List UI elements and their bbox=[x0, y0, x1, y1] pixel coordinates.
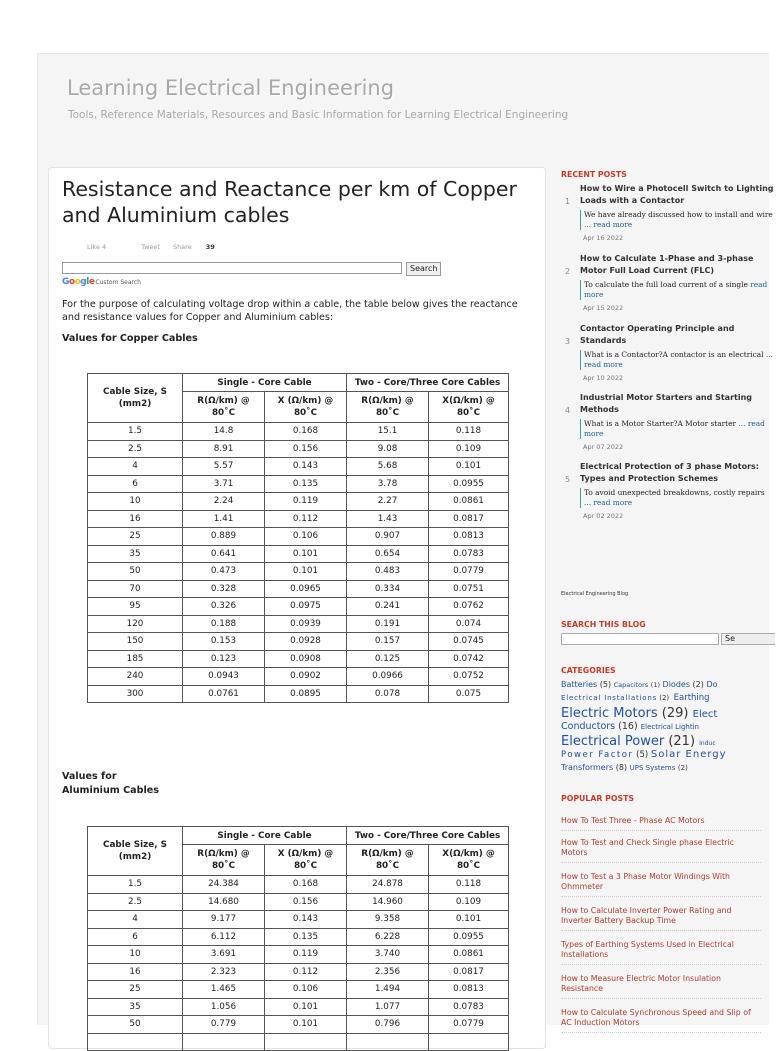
category-conductors[interactable]: Conductors bbox=[561, 721, 616, 732]
table-cell: 0.328 bbox=[183, 580, 265, 598]
table-cell: 2.323 bbox=[183, 963, 265, 981]
table-cell: 0.0751 bbox=[429, 580, 509, 598]
table-cell: 1.5 bbox=[88, 876, 183, 894]
popular-post-link[interactable]: Types of Earthing Systems Used in Electrical Installations bbox=[561, 940, 761, 965]
table-row bbox=[88, 928, 509, 946]
aluminium-table bbox=[87, 826, 509, 1051]
table-row bbox=[88, 423, 509, 441]
snippet-text: What is a Contactor?A contactor is an electrical bbox=[584, 350, 764, 359]
table-cell: 2.27 bbox=[347, 493, 429, 511]
search-button[interactable]: Search bbox=[406, 262, 441, 276]
table-row bbox=[88, 1033, 509, 1051]
table-cell: 0.0928 bbox=[265, 633, 347, 651]
table-cell: 0.779 bbox=[183, 1016, 265, 1034]
table-row bbox=[88, 615, 509, 633]
recent-post-title[interactable]: Contactor Operating Principle and Standards bbox=[580, 324, 735, 345]
table-cell: 240 bbox=[88, 668, 183, 686]
table-cell: 1.056 bbox=[183, 998, 265, 1016]
category-count: (16) bbox=[618, 721, 638, 732]
table-cell: 0.0779 bbox=[429, 563, 509, 581]
table-cell bbox=[265, 1033, 347, 1051]
snippet-text: We have already discussed how to install and wire bbox=[584, 210, 773, 219]
category-count: (5) bbox=[599, 680, 612, 689]
table-cell: 9.177 bbox=[183, 911, 265, 929]
table-cell: 0.101 bbox=[265, 545, 347, 563]
category-batteries[interactable]: Batteries bbox=[561, 680, 598, 689]
table-cell: 9.08 bbox=[347, 440, 429, 458]
table-cell: 0.168 bbox=[265, 876, 347, 894]
table-row bbox=[88, 650, 509, 668]
table-cell: 50 bbox=[88, 1016, 183, 1034]
table-cell: 0.101 bbox=[265, 1016, 347, 1034]
header-single-core: Single - Core Cable bbox=[183, 827, 347, 845]
category-row-4 bbox=[561, 720, 761, 734]
recent-post-snippet bbox=[580, 419, 774, 439]
table-cell: 0.0817 bbox=[429, 963, 509, 981]
table-cell: 0.106 bbox=[265, 981, 347, 999]
header-two-three-core: Two - Core/Three Core Cables bbox=[347, 827, 509, 845]
categories-heading: CATEGORIES bbox=[561, 666, 616, 675]
recent-post-title[interactable]: Electrical Protection of 3 phase Motors: Types and Protection Schemes bbox=[580, 462, 759, 483]
table-cell: 3.78 bbox=[347, 475, 429, 493]
table-cell: 0.191 bbox=[347, 615, 429, 633]
table-cell: 3.740 bbox=[347, 946, 429, 964]
table-cell: 0.0861 bbox=[429, 946, 509, 964]
header-cable-size: Cable Size, S (mm2) bbox=[88, 827, 183, 876]
recent-posts-heading: RECENT POSTS bbox=[561, 170, 627, 179]
table-cell: 24.384 bbox=[183, 876, 265, 894]
table-cell bbox=[183, 1033, 265, 1051]
table-cell: 24.878 bbox=[347, 876, 429, 894]
table-row bbox=[88, 998, 509, 1016]
table-cell: 0.0813 bbox=[429, 528, 509, 546]
category-count: (29) bbox=[661, 706, 689, 721]
table-cell: 0.326 bbox=[183, 598, 265, 616]
table-cell: 0.473 bbox=[183, 563, 265, 581]
header-single-core: Single - Core Cable bbox=[183, 374, 347, 392]
table-cell: 14.960 bbox=[347, 893, 429, 911]
category-electrical-installations[interactable]: Electrical Installations bbox=[561, 694, 658, 702]
table-cell: 1.43 bbox=[347, 510, 429, 528]
category-count: (2) bbox=[659, 694, 670, 702]
table-cell: 0.796 bbox=[347, 1016, 429, 1034]
table-row bbox=[88, 475, 509, 493]
table-cell: 2.5 bbox=[88, 440, 183, 458]
table-cell: 8.91 bbox=[183, 440, 265, 458]
table-cell: 0.156 bbox=[265, 893, 347, 911]
table-cell: 70 bbox=[88, 580, 183, 598]
category-count: (2) bbox=[692, 680, 704, 689]
table-cell: 0.641 bbox=[183, 545, 265, 563]
table-cell: 10 bbox=[88, 493, 183, 511]
category-transformers[interactable]: Transformers bbox=[561, 763, 614, 772]
header-r: R(Ω/km) @ 80˚C bbox=[183, 845, 265, 876]
table-cell: 0.0955 bbox=[429, 928, 509, 946]
table-cell: 14.680 bbox=[183, 893, 265, 911]
category-diodes[interactable]: Diodes bbox=[662, 680, 690, 689]
table-cell: 5.57 bbox=[183, 458, 265, 476]
recent-post-snippet bbox=[580, 488, 774, 508]
table-cell: 300 bbox=[88, 685, 183, 703]
table-cell: 150 bbox=[88, 633, 183, 651]
recent-post-title[interactable]: Industrial Motor Starters and Starting Methods bbox=[580, 393, 752, 414]
table-row bbox=[88, 633, 509, 651]
recent-post-date: Apr 16 2022 bbox=[583, 234, 624, 242]
table-cell: 0.074 bbox=[429, 615, 509, 633]
table-cell: 0.123 bbox=[183, 650, 265, 668]
read-more-link[interactable]: ... read more bbox=[584, 220, 633, 229]
table-cell: 0.0902 bbox=[265, 668, 347, 686]
table-cell: 10 bbox=[88, 946, 183, 964]
recent-post-number: 1 bbox=[565, 197, 571, 206]
custom-search-label: Custom Search bbox=[95, 279, 141, 286]
table-row bbox=[88, 458, 509, 476]
table-row bbox=[88, 580, 509, 598]
recent-post-number: 5 bbox=[565, 475, 571, 484]
table-cell: 0.241 bbox=[347, 598, 429, 616]
read-more-link[interactable]: ... read more bbox=[584, 419, 765, 438]
copper-table bbox=[87, 373, 509, 703]
share-count: 39 bbox=[205, 243, 215, 251]
table-row bbox=[88, 528, 509, 546]
table-cell: 6.112 bbox=[183, 928, 265, 946]
recent-post-date: Apr 15 2022 bbox=[583, 304, 624, 312]
table-cell: 0.119 bbox=[265, 493, 347, 511]
read-more-link[interactable]: read more bbox=[584, 280, 768, 299]
table-cell: 1.494 bbox=[347, 981, 429, 999]
recent-post-date: Apr 10 2022 bbox=[583, 374, 624, 382]
table-row bbox=[88, 981, 509, 999]
table-cell bbox=[347, 1033, 429, 1051]
recent-post-title[interactable]: How to Wire a Photocell Switch to Lighting Loads with a Contactor bbox=[580, 184, 774, 205]
snippet-text: What is a Motor Starter?A Motor starter bbox=[584, 419, 737, 428]
table-row bbox=[88, 1016, 509, 1034]
table-row bbox=[88, 963, 509, 981]
header-x: X (Ω/km) @ 80˚C bbox=[265, 392, 347, 423]
table-row bbox=[88, 685, 509, 703]
table-cell: 0.0955 bbox=[429, 475, 509, 493]
table-cell bbox=[429, 1033, 509, 1051]
table-row bbox=[88, 598, 509, 616]
table-cell: 0.075 bbox=[429, 685, 509, 703]
table-cell: 4 bbox=[88, 458, 183, 476]
recent-post-title[interactable]: How to Calculate 1-Phase and 3-phase Motor Full Load Current (FLC) bbox=[580, 254, 754, 275]
category-electrical-power[interactable]: Electrical Power bbox=[561, 734, 665, 749]
table-cell: 0.101 bbox=[265, 563, 347, 581]
category-electric-motors[interactable]: Electric Motors bbox=[561, 706, 658, 721]
like-button[interactable]: Like 4 bbox=[87, 243, 107, 251]
header-x: X (Ω/km) @ 80˚C bbox=[265, 845, 347, 876]
table-cell: 0.188 bbox=[183, 615, 265, 633]
table-cell: 0.135 bbox=[265, 475, 347, 493]
popular-post-link[interactable]: How To Test Three - Phase AC Motors bbox=[561, 816, 761, 831]
header-x2: X(Ω/km) @ 80˚C bbox=[429, 845, 509, 876]
header-r2: R(Ω/km) @ 80˚C bbox=[347, 392, 429, 423]
table-cell: 0.101 bbox=[429, 458, 509, 476]
table-cell: 0.0861 bbox=[429, 493, 509, 511]
snippet-text: To calculate the full load current of a single bbox=[584, 280, 748, 289]
table-cell: 0.157 bbox=[347, 633, 429, 651]
table-row bbox=[88, 911, 509, 929]
header-cable-size: Cable Size, S (mm2) bbox=[88, 374, 183, 423]
share-button[interactable]: Share bbox=[172, 243, 192, 251]
table-cell: 0.0908 bbox=[265, 650, 347, 668]
table-cell: 6 bbox=[88, 475, 183, 493]
table-cell: 0.0762 bbox=[429, 598, 509, 616]
category-row-1 bbox=[561, 678, 761, 692]
table-cell: 0.334 bbox=[347, 580, 429, 598]
table-cell: 0.889 bbox=[183, 528, 265, 546]
read-more-link[interactable]: ... read more bbox=[584, 498, 633, 507]
recent-post-snippet bbox=[580, 350, 774, 370]
header-r2: R(Ω/km) @ 80˚C bbox=[347, 845, 429, 876]
table-cell: 0.0783 bbox=[429, 545, 509, 563]
table-cell: 35 bbox=[88, 998, 183, 1016]
copper-table-body bbox=[88, 423, 509, 703]
table-cell: 1.5 bbox=[88, 423, 183, 441]
table-cell: 0.907 bbox=[347, 528, 429, 546]
table-cell: 0.109 bbox=[429, 893, 509, 911]
copper-label: Values for Copper Cables bbox=[62, 333, 198, 344]
table-row bbox=[88, 563, 509, 581]
table-cell: 0.0939 bbox=[265, 615, 347, 633]
table-cell: 0.156 bbox=[265, 440, 347, 458]
table-cell: 0.0975 bbox=[265, 598, 347, 616]
blog-label: Electrical Engineering Blog bbox=[561, 591, 629, 597]
recent-post-snippet bbox=[580, 280, 774, 300]
table-row bbox=[88, 946, 509, 964]
table-cell: 0.0783 bbox=[429, 998, 509, 1016]
table-cell: 0.168 bbox=[265, 423, 347, 441]
recent-post-date: Apr 02 2022 bbox=[583, 512, 624, 520]
table-cell: 16 bbox=[88, 510, 183, 528]
blog-search-button[interactable]: Se bbox=[721, 633, 775, 645]
table-cell: 0.0965 bbox=[265, 580, 347, 598]
search-input[interactable] bbox=[62, 262, 402, 274]
popular-post-link[interactable]: How To Test and Check Single phase Electric Motors bbox=[561, 838, 761, 863]
aluminium-label: Values for Aluminium Cables bbox=[62, 771, 160, 796]
table-cell: 2.24 bbox=[183, 493, 265, 511]
tweet-button[interactable]: Tweet bbox=[141, 243, 160, 251]
table-cell: 0.0779 bbox=[429, 1016, 509, 1034]
category-count: (21) bbox=[668, 734, 696, 749]
table-cell: 0.118 bbox=[429, 423, 509, 441]
table-cell: 6.228 bbox=[347, 928, 429, 946]
table-cell: 1.465 bbox=[183, 981, 265, 999]
table-row bbox=[88, 893, 509, 911]
table-cell: 0.0966 bbox=[347, 668, 429, 686]
table-cell: 0.0745 bbox=[429, 633, 509, 651]
category-count: (2) bbox=[677, 764, 688, 772]
category-count: (5) bbox=[636, 750, 649, 760]
category-ups[interactable]: UPS Systems bbox=[629, 764, 676, 772]
table-cell: 0.112 bbox=[265, 510, 347, 528]
recent-post-snippet bbox=[580, 210, 774, 230]
table-cell: 0.0943 bbox=[183, 668, 265, 686]
table-cell: 1.077 bbox=[347, 998, 429, 1016]
category-row-6 bbox=[561, 748, 761, 762]
share-bar bbox=[87, 243, 215, 251]
table-cell: 0.654 bbox=[347, 545, 429, 563]
table-cell: 0.0895 bbox=[265, 685, 347, 703]
google-logo bbox=[62, 277, 141, 287]
table-cell: 35 bbox=[88, 545, 183, 563]
table-cell: 1.41 bbox=[183, 510, 265, 528]
popular-post-link[interactable]: How to Test a 3 Phase Motor Windings With Ohmmeter bbox=[561, 872, 761, 897]
table-cell: 0.101 bbox=[265, 998, 347, 1016]
table-cell: 0.483 bbox=[347, 563, 429, 581]
table-cell: 0.118 bbox=[429, 876, 509, 894]
table-cell: 25 bbox=[88, 528, 183, 546]
category-do[interactable]: Do bbox=[706, 680, 718, 689]
category-row-2 bbox=[561, 691, 761, 705]
table-row bbox=[88, 440, 509, 458]
category-count: (8) bbox=[615, 763, 628, 772]
table-cell: 0.125 bbox=[347, 650, 429, 668]
table-cell: 0.112 bbox=[265, 963, 347, 981]
table-cell: 25 bbox=[88, 981, 183, 999]
blog-title[interactable]: Learning Electrical Engineering bbox=[67, 76, 395, 100]
popular-post-link[interactable]: How to Calculate Synchronous Speed and Slip of AC Induction Motors bbox=[561, 1008, 761, 1033]
read-more-link[interactable]: ... read more bbox=[584, 350, 773, 369]
recent-post-date: Apr 07 2022 bbox=[583, 443, 624, 451]
table-row bbox=[88, 668, 509, 686]
table-cell: 0.0761 bbox=[183, 685, 265, 703]
table-cell: 6 bbox=[88, 928, 183, 946]
table-cell: 0.106 bbox=[265, 528, 347, 546]
popular-post-link[interactable]: How to Measure Electric Motor Insulation Resistance bbox=[561, 974, 761, 999]
table-cell: 0.109 bbox=[429, 440, 509, 458]
recent-post-number: 4 bbox=[565, 406, 571, 415]
table-cell: 3.71 bbox=[183, 475, 265, 493]
header-x2: X(Ω/km) @ 80˚C bbox=[429, 392, 509, 423]
table-cell: 5.68 bbox=[347, 458, 429, 476]
category-row-7 bbox=[561, 761, 761, 775]
table-cell: 0.153 bbox=[183, 633, 265, 651]
table-cell: 0.101 bbox=[429, 911, 509, 929]
page-frame bbox=[37, 53, 774, 1030]
table-cell: 0.078 bbox=[347, 685, 429, 703]
table-row bbox=[88, 493, 509, 511]
table-cell: 0.135 bbox=[265, 928, 347, 946]
category-lighting[interactable]: Electrical Lightin bbox=[640, 723, 699, 731]
category-count: (1) bbox=[650, 681, 660, 689]
category-earthing[interactable]: Earthing bbox=[673, 693, 710, 703]
table-cell: 0.119 bbox=[265, 946, 347, 964]
post-title: Resistance and Reactance per km of Copper and Aluminium cables bbox=[62, 177, 517, 227]
table-cell: 16 bbox=[88, 963, 183, 981]
search-blog-heading: SEARCH THIS BLOG bbox=[561, 620, 646, 629]
table-cell: 14.8 bbox=[183, 423, 265, 441]
table-cell bbox=[88, 1033, 183, 1051]
category-induc[interactable]: Induc bbox=[699, 740, 716, 747]
table-cell: 0.143 bbox=[265, 458, 347, 476]
header-r: R(Ω/km) @ 80˚C bbox=[183, 392, 265, 423]
aluminium-table-body bbox=[88, 876, 509, 1051]
table-cell: 0.0752 bbox=[429, 668, 509, 686]
intro-paragraph: For the purpose of calculating voltage drop within a cable, the table below gives the reactance and resistance values for Copper and Aluminium cables: bbox=[62, 299, 518, 323]
table-cell: 95 bbox=[88, 598, 183, 616]
category-power-factor[interactable]: Power Factor bbox=[561, 750, 634, 760]
table-cell: 120 bbox=[88, 615, 183, 633]
popular-posts-heading: POPULAR POSTS bbox=[561, 794, 635, 803]
header-two-three-core: Two - Core/Three Core Cables bbox=[347, 374, 509, 392]
table-cell: 9.358 bbox=[347, 911, 429, 929]
google-brand: Google bbox=[62, 277, 95, 287]
recent-post-number: 3 bbox=[565, 337, 571, 346]
table-cell: 0.0817 bbox=[429, 510, 509, 528]
table-cell: 4 bbox=[88, 911, 183, 929]
blog-search-input[interactable] bbox=[561, 633, 719, 645]
table-row bbox=[88, 510, 509, 528]
table-cell: 0.143 bbox=[265, 911, 347, 929]
table-cell: 3.691 bbox=[183, 946, 265, 964]
table-cell: 0.0813 bbox=[429, 981, 509, 999]
table-cell: 2.5 bbox=[88, 893, 183, 911]
table-row bbox=[88, 876, 509, 894]
recent-post-number: 2 bbox=[565, 267, 571, 276]
post-card bbox=[48, 167, 546, 1049]
table-cell: 0.0742 bbox=[429, 650, 509, 668]
table-cell: 2.356 bbox=[347, 963, 429, 981]
table-cell: 50 bbox=[88, 563, 183, 581]
category-solar-energy[interactable]: Solar Energy bbox=[650, 749, 727, 760]
category-elect[interactable]: Elect bbox=[692, 709, 718, 720]
table-cell: 15.1 bbox=[347, 423, 429, 441]
popular-post-link[interactable]: How to Calculate Inverter Power Rating and Inverter Battery Backup Time bbox=[561, 906, 761, 931]
table-row bbox=[88, 545, 509, 563]
category-capacitors[interactable]: Capacitors bbox=[613, 681, 649, 689]
blog-description: Tools, Reference Materials, Resources and Basic Information for Learning Electrical Engineering bbox=[68, 109, 569, 121]
snippet-text: To avoid unexpected breakdowns, costly repairs bbox=[584, 488, 765, 497]
table-cell: 185 bbox=[88, 650, 183, 668]
